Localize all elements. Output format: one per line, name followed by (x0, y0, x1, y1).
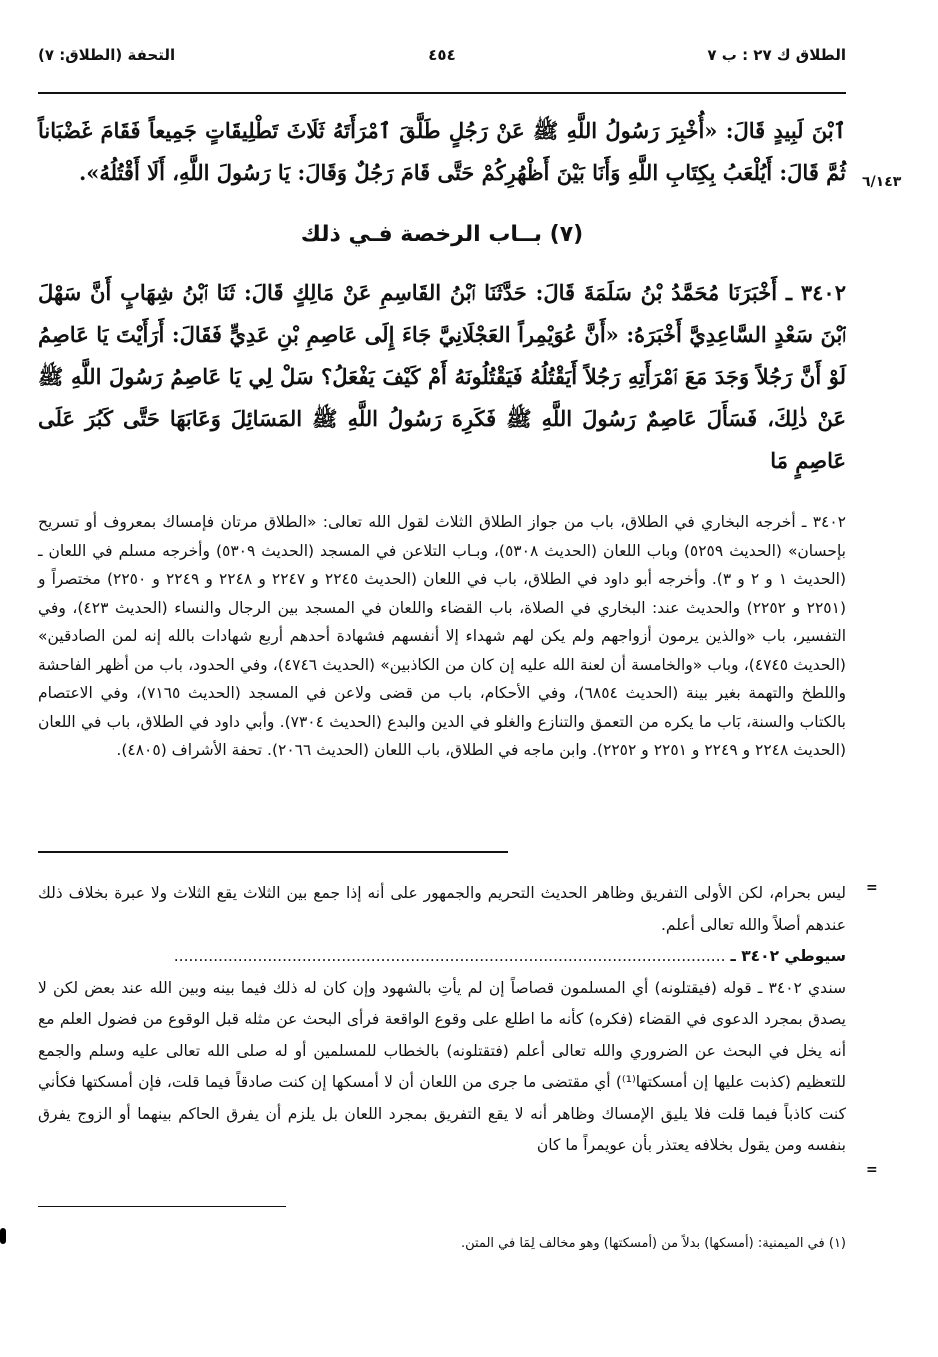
header-tuhfa-ref: التحفة (الطلاق: ٧) (38, 46, 176, 64)
hadith-top-text: ٱبْنَ لَبِيدٍ قَالَ: «أُخْبِرَ رَسُولُ اللَّهِ ﷺ عَنْ رَجُلٍ طَلَّقَ ٱمْرَأَتَهُ ثَلَاثَ تَطْلِيقَاتٍ جَمِيعاً فَقَامَ غَضْبَاناً ثُمَّ قَالَ: أَيُلْعَبُ بِكِتَابِ اللَّهِ وَأَنَا بَيْنَ أَظْهُرِكُمْ حَتَّى قَامَ رَجُلٌ وَقَالَ: يَا رَسُولَ اللَّهِ، أَلَا أَقْتُلُهُ». (38, 118, 846, 185)
scan-mark (0, 1228, 6, 1244)
running-header (38, 46, 846, 70)
hadith-3402 (38, 272, 846, 482)
header-chapter-ref: الطلاق ك ٢٧ : ب ٧ (707, 46, 846, 64)
notes-divider (38, 851, 508, 853)
commentary (38, 878, 846, 1162)
continuation-mark-top: = (866, 880, 878, 896)
chapter-title: (٧) بــاب الرخصة فـي ذلك (300, 222, 584, 247)
sindi-commentary: سندي ٣٤٠٢ ـ قوله (فيقتلونه) أي المسلمون قصاصاً إن لم يأتِ بالشهود وإن كان له ذلك فيما بينه وبين الله عند بعض لكن لا يصدق بمجرد الدعوى في القضاء (فكره) كأنه ما اطلع على وقوع الواقعة فرأى البحث عن مثله قبل الوقوع من فضول العلم مع أنه يخل في البحث عن الضروري والله تعالى أعلم (فتقتلونه) بالخطاب للمسلمين أو له صلى الله تعالى عليه وسلم والجمع للتعظيم (كذبت عليها إن أمسكتها⁽¹⁾) أي مقتضى ما جرى من اللعان أن لا أمسكها إن كنت صادقاً فيما قلت، فإن أمسكتها فكأني كنت كاذباً فيما قلت فلا يليق الإمساك وظاهر أنه لا يقع التفريق بمجرد اللعان بل يلزم أن يفرق الحاكم بينهما أو الزوج يفرق بنفسه ومن يقول بخلافه يعتذر بأن عويمراً ما كان (38, 978, 846, 1154)
page-number: ٤٥٤ (428, 46, 456, 64)
continuation-mark-bottom: = (866, 1162, 878, 1178)
header-divider (38, 92, 846, 94)
takhrij-notes: ٣٤٠٢ ـ أخرجه البخاري في الطلاق، باب من جواز الطلاق الثلاث لقول الله تعالى: «الطلاق مرتان فإمساك بمعروف أو تسريح بإحسان» (الحديث ٥٢٥٩) وباب اللعان (الحديث ٥٣٠٨)، وبـاب التلاعن في المسجد (الحديث ٥٣٠٩) وأخرجه مسلم في اللعان ـ (الحديث ١ و ٢ و ٣). وأخرجه أبو داود في الطلاق، باب في اللعان (الحديث ٢٢٤٥ و ٢٢٤٧ و ٢٢٤٨ و ٢٢٤٩ و ٢٢٥٠) مختصراً و (٢٢٥١ و ٢٢٥٢) والحديث عند: البخاري في الصلاة، باب القضاء واللعان في المسجد بين الرجال والنساء (الحديث ٤٢٣)، وفي التفسير، باب «والذين يرمون أزواجهم ولم يكن لهم شهداء إلا أنفسهم فشهادة أحدهم أربع شهادات بالله إنه لمن الصادقين» (الحديث ٤٧٤٥)، وباب «والخامسة أن لعنة الله عليه إن كان من الكاذبين» (الحديث ٤٧٤٦)، وفي الحدود، باب من أظهر الفاحشة واللطخ والتهمة بغير بينة (الحديث ٦٨٥٤)، وفي الأحكام، باب من قضى ولاعن في المسجد (الحديث ٧١٦٥)، وفي الاعتصام بالكتاب والسنة، بَاب ما يكره من التعمق والتنازع والغلو في الدين والبدع (الحديث ٧٣٠٤). وأبي داود في الطلاق، باب في اللعان (الحديث ٢٢٤٨ و ٢٢٤٩ و ٢٢٥١ و ٢٢٥٢). وابن ماجه في الطلاق، باب اللعان (الحديث ٢٠٦٦). تحفة الأشراف (٤٨٠٥). (38, 513, 846, 759)
commentary-paragraph: ليس بحرام، لكن الأولى التفريق وظاهر الحديث التحريم والجمهور على أنه إذا جمع بين الثلاث يقع الثلاث ولا عبرة بخلاف ذلك عندهم أصلاً والله تعالى أعلم. (38, 884, 846, 934)
suyuti-label: سيوطي ٣٤٠٢ ـ (730, 947, 846, 965)
footnote-divider (38, 1206, 286, 1207)
hadith-continuation (38, 110, 846, 194)
hadith-main-text: ٣٤٠٢ ـ أَخْبَرَنَا مُحَمَّدُ بْنُ سَلَمَةَ قَالَ: حَدَّثَنَا ٱبْنُ القَاسِمِ عَنْ مَالِكٍ قَالَ: ثَنَا ٱبْنُ شِهَابٍ أَنَّ سَهْلَ ٱبْنَ سَعْدٍ السَّاعِدِيَّ أَخْبَرَهُ: «أَنَّ عُوَيْمِراً العَجْلَانِيَّ جَاءَ إِلَى عَاصِمِ بْنِ عَدِيٍّ فَقَالَ: أَرَأَيْتَ يَا عَاصِمُ لَوْ أَنَّ رَجُلاً وَجَدَ مَعَ ٱمْرَأَتِهِ رَجُلاً أَيَقْتُلُهُ فَيَقْتُلُونَهُ أَمْ كَيْفَ يَفْعَلُ؟ سَلْ لِي يَا عَاصِمُ رَسُولَ اللَّهِ ﷺ عَنْ ذٰلِكَ، فَسَأَلَ عَاصِمٌ رَسُولَ اللَّهِ ﷺ فَكَرِهَ رَسُولُ اللَّهِ ﷺ المَسَائِلَ وَعَابَهَا حَتَّى كَبُرَ عَلَى عَاصِمٍ مَا (38, 280, 846, 473)
suyuti-dots: ................................................................................................................ (173, 947, 726, 965)
suyuti-heading (38, 941, 846, 973)
footnote: (١) في الميمنية: (أمسكها) بدلاً من (أمسكتها) وهو مخالف لِمَا في المتن. (460, 1236, 846, 1251)
margin-reference: ٦/١٤٣ (862, 174, 902, 190)
